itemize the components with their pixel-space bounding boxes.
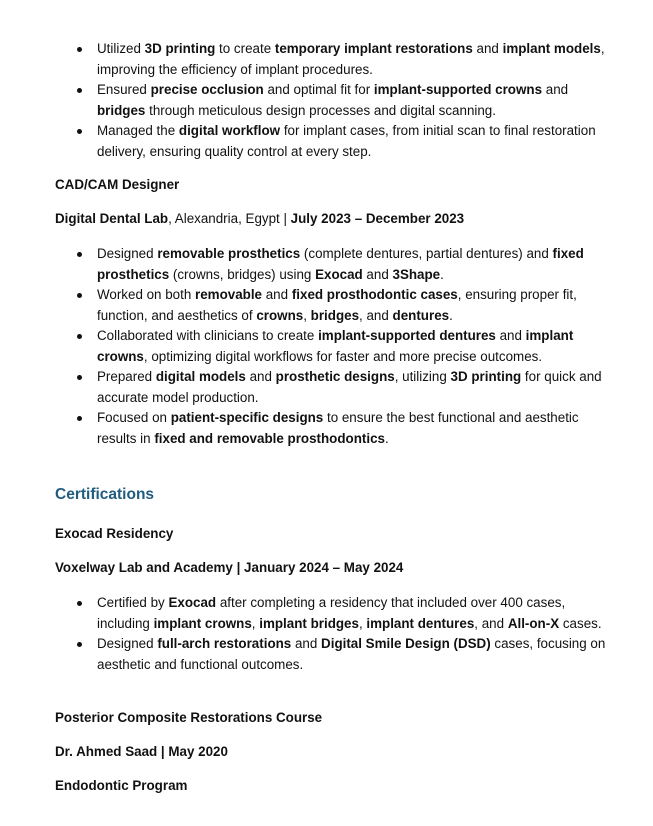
bullet-text-bold: All-on-X — [507, 615, 560, 631]
bullet-text-bold: 3D printing — [450, 369, 522, 384]
cert-issuer-exocad: Voxelway Lab and Academy | January 2024 – May 2024 — [55, 560, 404, 575]
bullet-text: , utilizing — [394, 369, 451, 384]
bullet-text-bold: bridges — [97, 102, 146, 118]
bullet-item — [97, 634, 617, 675]
bullet-text-bold: implant crowns — [153, 615, 252, 631]
bullet-text: Certified by — [97, 595, 169, 610]
job-title-cadcam: CAD/CAM Designer — [55, 177, 180, 192]
bullet-text-bold: implant crowns — [97, 328, 574, 364]
bullet-text-bold: Exocad — [315, 266, 363, 282]
bullet-text: for quick and accurate model production. — [97, 369, 602, 405]
bullet-dot-icon — [77, 375, 82, 380]
cert-title-composite: Posterior Composite Restorations Course — [55, 710, 323, 725]
bullet-text: to create — [215, 41, 275, 56]
job-dates: July 2023 – December 2023 — [290, 211, 465, 226]
bullet-text: to ensure the best functional and aesthetic results in — [97, 410, 579, 446]
exocad-cert-bullets — [97, 593, 617, 675]
bullet-text-bold: full-arch restorations — [157, 636, 292, 651]
bullet-dot-icon — [77, 252, 82, 257]
bullet-text-bold: crowns — [256, 307, 304, 323]
bullet-item — [97, 39, 617, 80]
bullet-text: , — [251, 615, 260, 631]
bullet-text-bold: removable prosthetics — [157, 246, 301, 261]
bullet-item — [97, 244, 617, 285]
bullet-text: (crowns, bridges) using — [169, 266, 316, 282]
bullet-text: and — [472, 41, 503, 56]
bullet-item — [97, 408, 617, 449]
bullet-text: Prepared — [97, 369, 156, 384]
bullet-dot-icon — [77, 293, 82, 298]
bullet-text-bold: patient-specific designs — [170, 410, 324, 425]
bullet-text-bold: implant-supported crowns — [373, 82, 543, 97]
bullet-text-bold: implant bridges — [259, 615, 359, 631]
job-location: , Alexandria, Egypt | — [168, 211, 291, 226]
bullet-dot-icon — [77, 601, 82, 606]
bullet-text: and — [362, 266, 393, 282]
bullet-text: and — [262, 287, 292, 302]
job-company-line-cadcam — [55, 209, 464, 229]
bullet-text: through meticulous design processes and digital scanning. — [145, 102, 496, 118]
job-company: Digital Dental Lab — [55, 211, 169, 226]
bullet-text: Focused on — [97, 410, 171, 425]
bullet-text: Designed — [97, 636, 158, 651]
bullet-text-bold: implant dentures — [366, 615, 475, 631]
bullet-text: , improving the efficiency of implant procedures. — [97, 41, 605, 77]
bullet-text: . — [384, 430, 389, 446]
bullet-item — [97, 285, 617, 326]
bullet-text: (complete dentures, partial dentures) and — [300, 246, 553, 261]
prev-job-bullets — [97, 39, 617, 162]
bullet-item — [97, 367, 617, 408]
bullet-text: after completing a residency that included over 400 cases, including — [97, 595, 566, 631]
bullet-dot-icon — [77, 642, 82, 647]
bullet-text: Managed the — [97, 123, 179, 138]
cert-title-exocad: Exocad Residency — [55, 526, 174, 541]
cert-issuer-composite: Dr. Ahmed Saad | May 2020 — [55, 744, 228, 759]
bullet-item — [97, 326, 617, 367]
bullet-text: . — [449, 307, 453, 323]
bullet-dot-icon — [77, 88, 82, 93]
bullet-item — [97, 593, 617, 634]
bullet-text-bold: 3Shape — [392, 266, 441, 282]
bullet-text: and — [495, 328, 526, 343]
bullet-text-bold: fixed and removable prosthodontics — [154, 430, 385, 446]
bullet-text-bold: Digital Smile Design (DSD) — [321, 636, 491, 651]
section-heading-certifications: Certifications — [55, 486, 155, 503]
bullet-text: and — [542, 82, 569, 97]
bullet-text: , ensuring proper fit, function, and aesthetics of — [97, 287, 577, 323]
bullet-text: and optimal fit for — [263, 82, 374, 97]
bullet-dot-icon — [77, 334, 82, 339]
bullet-dot-icon — [77, 47, 82, 52]
bullet-text-bold: Exocad — [168, 595, 217, 610]
bullet-text-bold: implant models — [502, 41, 601, 56]
bullet-text-bold: fixed prosthetics — [97, 246, 584, 282]
bullet-text-bold: implant-supported dentures — [318, 328, 496, 343]
bullet-text: and — [291, 636, 322, 651]
bullet-text-bold: fixed prosthodontic cases — [291, 287, 458, 302]
bullet-text: Designed — [97, 246, 158, 261]
bullet-dot-icon — [77, 129, 82, 134]
cadcam-job-bullets — [97, 244, 617, 449]
bullet-text-bold: prosthetic designs — [275, 369, 395, 384]
bullet-dot-icon — [77, 416, 82, 421]
cert-title-endo: Endodontic Program — [55, 778, 188, 793]
bullet-text: Ensured — [97, 82, 151, 97]
bullet-text: for implant cases, from initial scan to final restoration delivery, ensuring quality control at every step. — [97, 123, 596, 159]
bullet-text-bold: digital workflow — [178, 123, 281, 138]
bullet-text-bold: 3D printing — [144, 41, 216, 56]
bullet-item — [97, 80, 617, 121]
bullet-text: , — [303, 307, 311, 323]
bullet-text-bold: removable — [195, 287, 263, 302]
bullet-text: , optimizing digital workflows for faster and more precise outcomes. — [143, 348, 543, 364]
bullet-text: , — [358, 615, 367, 631]
bullet-text: and — [245, 369, 276, 384]
bullet-text: Utilized — [97, 41, 145, 56]
bullet-text-bold: dentures — [392, 307, 450, 323]
bullet-text-bold: temporary implant restorations — [274, 41, 473, 56]
bullet-item — [97, 121, 617, 162]
bullet-text: Collaborated with clinicians to create — [97, 328, 319, 343]
bullet-text: cases, focusing on aesthetic and functional outcomes. — [97, 636, 606, 672]
bullet-text: cases. — [559, 615, 602, 631]
bullet-text-bold: precise occlusion — [150, 82, 264, 97]
bullet-text: , and — [474, 615, 508, 631]
bullet-text: . — [440, 266, 444, 282]
bullet-text: Worked on both — [97, 287, 196, 302]
bullet-text-bold: bridges — [310, 307, 360, 323]
bullet-text-bold: digital models — [155, 369, 246, 384]
bullet-text: , and — [359, 307, 393, 323]
